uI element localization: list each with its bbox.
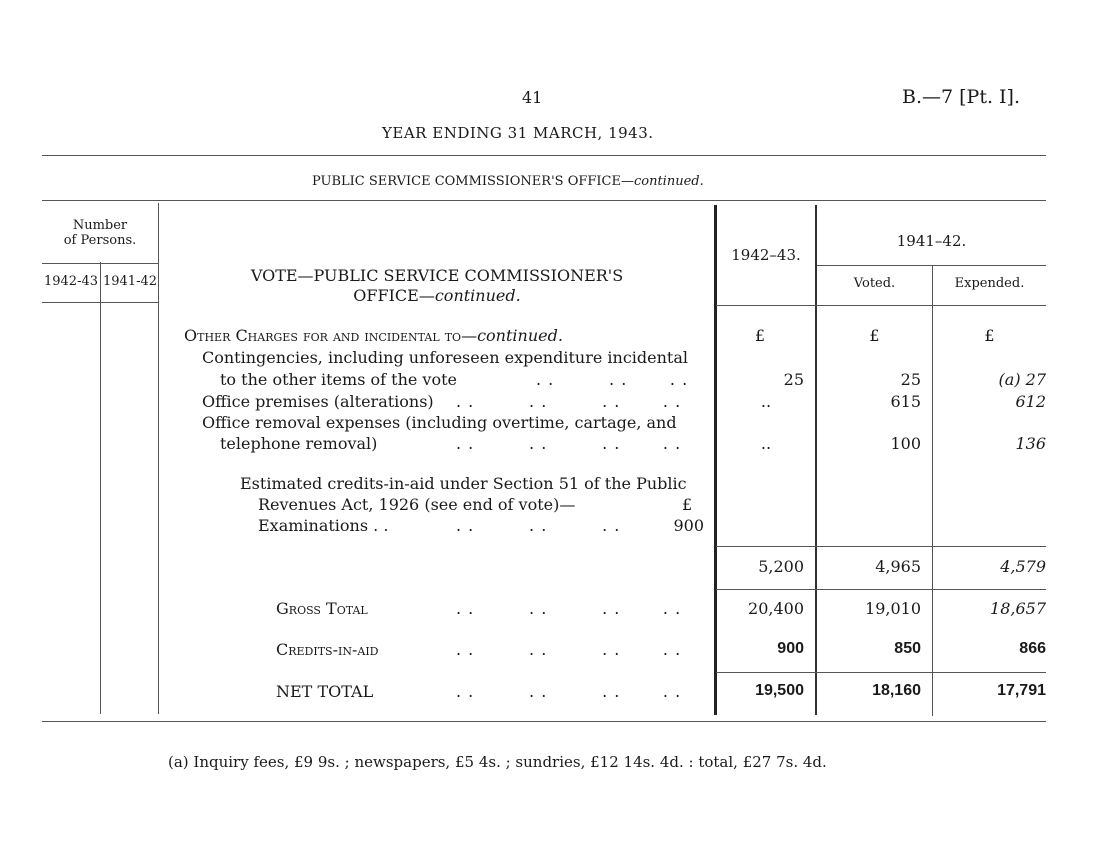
credits-note-line-1: Estimated credits-in-aid under Section 51 of the Public xyxy=(240,474,687,493)
footnote: (a) Inquiry fees, £9 9s. ; newspapers, £5 4s. ; sundries, £12 14s. 4d. : total, £27 7s. 4d. xyxy=(168,753,827,771)
subtotal-expended: 4,579 xyxy=(1000,557,1046,576)
persons-column-divider xyxy=(100,262,101,714)
net-total-expended: 17,791 xyxy=(997,682,1046,699)
table-top-rule xyxy=(42,200,1046,201)
section-heading-text: Other Charges for and incidental to— xyxy=(184,326,478,345)
row-contingencies-line-2: to the other items of the vote xyxy=(220,370,457,389)
col-header-1941-42: 1941–42. xyxy=(896,232,967,250)
gross-total-1942: 20,400 xyxy=(748,599,804,618)
subtotal-rule xyxy=(716,546,1046,547)
table-bottom-rule xyxy=(42,721,1046,722)
net-total-voted: 18,160 xyxy=(872,682,921,699)
amounts-header-bottom-rule xyxy=(716,305,1046,306)
page-number: 41 xyxy=(522,88,543,107)
row-removal-1942: .. xyxy=(760,434,772,453)
credits-note-line-2: Revenues Act, 1926 (see end of vote)— xyxy=(258,495,576,514)
examinations-value: 900 xyxy=(673,516,704,535)
examinations-leaders: . . . . . . xyxy=(456,516,621,535)
currency-voted: £ xyxy=(869,326,880,345)
net-total-label: NET TOTAL xyxy=(276,682,374,701)
row-removal-leaders: . . . . . . . . xyxy=(456,434,682,453)
credits-in-aid-voted: 850 xyxy=(894,640,921,657)
credits-in-aid-expended: 866 xyxy=(1019,640,1046,657)
row-premises-label: Office premises (alterations) xyxy=(202,392,434,411)
gross-rule xyxy=(716,589,1046,590)
office-title-continued: continued. xyxy=(633,174,704,189)
header-rule xyxy=(42,155,1046,156)
row-premises-1942: .. xyxy=(760,392,772,411)
persons-header-rule xyxy=(42,263,158,264)
persons-year-1942: 1942-43 xyxy=(43,274,99,289)
col-header-voted: Voted. xyxy=(853,276,896,291)
subtotal-voted: 4,965 xyxy=(875,557,921,576)
row-removal-voted: 100 xyxy=(890,434,921,453)
row-contingencies-line-1: Contingencies, including unforeseen expenditure incidental xyxy=(202,348,688,367)
vote-title-line-1: VOTE—PUBLIC SERVICE COMMISSIONER'S xyxy=(250,266,624,285)
net-rule xyxy=(716,672,1046,673)
persons-header-line-1: Number xyxy=(72,218,128,233)
subtotal-1942: 5,200 xyxy=(758,557,804,576)
year-title: YEAR ENDING 31 MARCH, 1943. xyxy=(382,124,654,142)
persons-subheader-rule xyxy=(42,302,158,303)
persons-header xyxy=(44,218,156,248)
currency-1942: £ xyxy=(754,326,766,345)
section-heading xyxy=(184,326,563,345)
row-removal-expended: 136 xyxy=(1015,434,1046,453)
office-title xyxy=(312,174,704,189)
row-contingencies-expended: (a) 27 xyxy=(998,370,1046,389)
persons-year-1941: 1941-42 xyxy=(102,274,158,289)
col-header-expended: Expended. xyxy=(954,276,1025,291)
credits-in-aid-1942: 900 xyxy=(777,640,804,657)
vote-title xyxy=(160,266,714,306)
vote-title-office: OFFICE— xyxy=(353,286,435,305)
credits-in-aid-leaders: . . . . . . . . xyxy=(456,640,682,659)
vote-title-line-2 xyxy=(160,286,714,306)
net-total-leaders: . . . . . . . . xyxy=(456,682,682,701)
col-header-1942-43: 1942–43. xyxy=(731,246,801,264)
section-heading-continued: continued. xyxy=(477,326,563,345)
row-contingencies-1942: 25 xyxy=(783,370,804,389)
vote-title-continued: continued. xyxy=(434,286,521,305)
row-contingencies-leaders: . . . . . . xyxy=(536,370,689,389)
row-removal-line-2: telephone removal) xyxy=(220,434,378,453)
examinations-label: Examinations . . xyxy=(258,516,389,535)
gross-total-label: Gross Total xyxy=(276,599,368,618)
row-removal-line-1: Office removal expenses (including overtime, cartage, and xyxy=(202,413,677,432)
office-title-text: PUBLIC SERVICE COMMISSIONER'S OFFICE— xyxy=(312,174,634,189)
currency-expended: £ xyxy=(984,326,995,345)
row-premises-leaders: . . . . . . . . xyxy=(456,392,682,411)
row-premises-voted: 615 xyxy=(890,392,921,411)
gross-total-voted: 19,010 xyxy=(865,599,921,618)
document-reference: B.—7 [Pt. I]. xyxy=(902,86,1020,108)
credits-note-currency: £ xyxy=(682,495,693,514)
row-premises-expended: 612 xyxy=(1015,392,1046,411)
persons-header-line-2: of Persons. xyxy=(63,233,137,248)
gross-total-expended: 18,657 xyxy=(990,599,1046,618)
credits-in-aid-label: Credits-in-aid xyxy=(276,640,379,659)
net-total-1942: 19,500 xyxy=(755,682,804,699)
year-header-rule xyxy=(817,265,1046,266)
amounts-left-rule xyxy=(714,205,717,715)
row-contingencies-voted: 25 xyxy=(900,370,921,389)
gross-total-leaders: . . . . . . . . xyxy=(456,599,682,618)
